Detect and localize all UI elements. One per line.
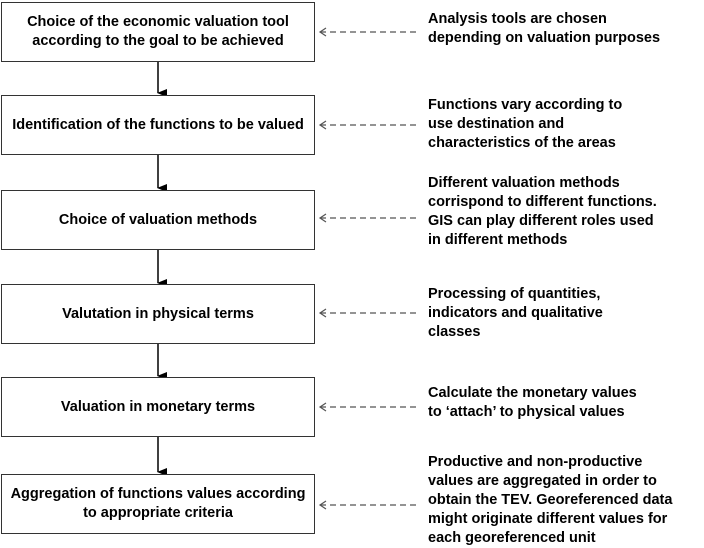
note-line: use destination and <box>428 116 565 132</box>
step-identify-functions <box>1 95 315 155</box>
note-line: Functions vary according to <box>428 97 623 113</box>
note-line: Calculate the monetary values <box>428 385 637 401</box>
step-goal-tool-label: Choice of the economic valuation tool according to the goal to be achieved <box>27 14 289 49</box>
note-line: Analysis tools are chosen <box>428 11 607 27</box>
note-line: values are aggregated in order to <box>428 473 657 489</box>
step-monetary-terms <box>1 377 315 437</box>
note-line: Processing of quantities, <box>428 286 601 302</box>
note-processing <box>428 285 704 342</box>
note-line: indicators and qualitative <box>428 305 603 321</box>
note-aggregation <box>428 453 704 548</box>
step-physical-terms <box>1 284 315 344</box>
step-aggregation-label: Aggregation of functions values according to appropriate criteria <box>10 486 306 521</box>
note-monetary-values <box>428 384 704 422</box>
note-line: in different methods <box>428 232 568 248</box>
step-monetary-terms-label: Valuation in monetary terms <box>60 398 256 415</box>
step-valuation-methods <box>1 190 315 250</box>
note-line: might originate different values for <box>428 511 668 527</box>
step-aggregation <box>1 474 315 534</box>
step-goal-tool <box>1 2 315 62</box>
note-line: obtain the TEV. Georeferenced data <box>428 492 673 508</box>
note-line: classes <box>428 324 481 340</box>
note-line: to ‘attach’ to physical values <box>428 404 625 420</box>
note-line: each georeferenced unit <box>428 530 596 546</box>
note-line: GIS can play different roles used <box>428 213 654 229</box>
note-line: Different valuation methods <box>428 175 620 191</box>
note-line: depending on valuation purposes <box>428 30 661 46</box>
step-valuation-methods-label: Choice of valuation methods <box>58 211 258 228</box>
note-line: characteristics of the areas <box>428 135 616 151</box>
step-identify-functions-label: Identification of the functions to be valued <box>12 116 304 133</box>
note-line: Productive and non-productive <box>428 454 643 470</box>
note-valuation-methods <box>428 174 704 250</box>
note-functions-vary <box>428 96 704 153</box>
step-physical-terms-label: Valutation in physical terms <box>62 305 254 322</box>
note-analysis-tools <box>428 10 704 48</box>
note-line: corrispond to different functions. <box>428 194 657 210</box>
